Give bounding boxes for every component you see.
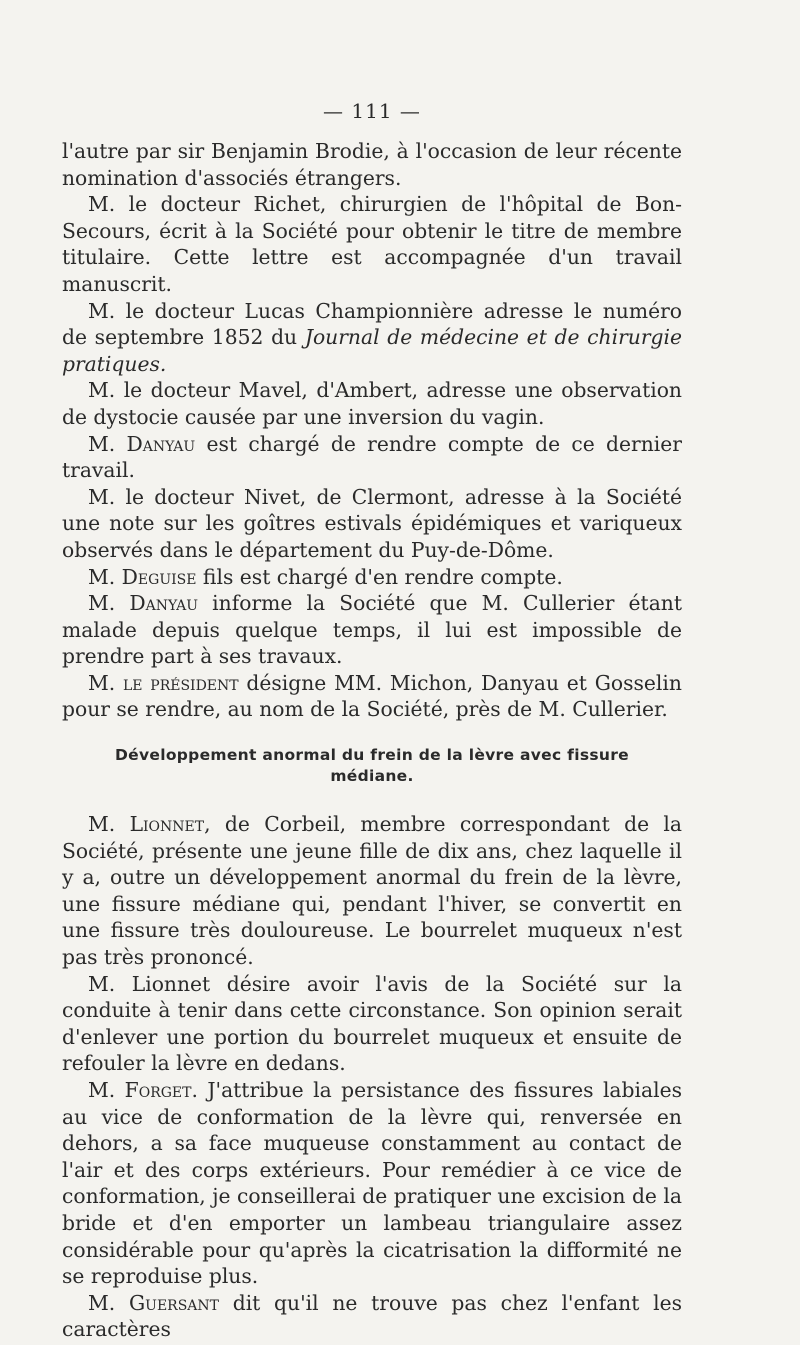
paragraph-championniere	[62, 298, 682, 378]
paragraph-danyau-charge	[62, 431, 682, 484]
paragraph-prefix: M.	[88, 564, 122, 589]
paragraph-text: est chargé de rendre compte de ce dernier travail.	[62, 431, 682, 483]
paragraph-lionnet-avis	[62, 971, 682, 1077]
paragraph-text: M. le docteur Richet, chirurgien de l'hôpital de Bon-Secours, écrit à la Société pour obtenir le titre de membre titulaire. Cette lettre est accompagnée d'un travail manuscrit.	[62, 192, 682, 296]
paragraph-richet	[62, 191, 682, 297]
person-name: Guersant	[128, 1290, 219, 1315]
page-number: — 111 —	[323, 99, 421, 123]
paragraph-text: fils est chargé d'en rendre compte.	[196, 564, 563, 589]
paragraph-text: M. le docteur Nivet, de Clermont, adresse à la Société une note sur les goîtres estivals épidémiques et variqueux observés dans le département du Puy-de-Dôme.	[62, 484, 682, 562]
paragraph-prefix: M.	[88, 1078, 125, 1102]
journal-title: Journal de médecine et de chirurgie pratiques.	[62, 325, 683, 376]
paragraph-forget	[62, 1077, 682, 1290]
person-name: Forget	[124, 1078, 192, 1102]
paragraph-text: désigne MM. Michon, Danyau et Gosselin pour se rendre, au nom de la Société, près de M. Cullerier.	[62, 670, 682, 722]
person-name: Danyau	[126, 431, 196, 456]
paragraph-text: . J'attribue la persistance des fissures labiales au vice de conformation de la lèvre qui, renversée en dehors, a sa face muqueuse constamment au contact de l'air et des corps extérieurs. Pour remédier à ce vice de conformation, je conseillerai de pratiquer une excision de la bride et d'en emporter un lambeau triangulaire assez considérable pour qu'après la cicatrisation la difformité ne se reproduise plus.	[62, 1078, 682, 1289]
paragraph-prefix: M.	[88, 591, 130, 616]
paragraph-text: l'autre par sir Benjamin Brodie, à l'occasion de leur récente nomination d'associés étrangers.	[62, 139, 682, 190]
person-name: Deguise	[121, 564, 197, 589]
paragraph-text: , de Corbeil, membre correspondant de la Société, présente une jeune fille de dix ans, chez laquelle il y a, outre un développement anormal du frein de la lèvre, une fissure médiane qui, pendant l'hiver, se convertit en une fissure très douloureuse. Le bourrelet muqueux n'est pas très prononcé.	[62, 812, 683, 970]
paragraph-prefix: M.	[88, 1290, 129, 1315]
paragraph-text: informe la Société que M. Cullerier étant malade depuis quelque temps, il lui est impossible de prendre part à ses travaux.	[62, 591, 683, 669]
paragraph-text: M. le docteur Lucas Championnière adresse le numéro de septembre 1852 du	[62, 298, 682, 350]
section-heading: Développement anormal du frein de la lèvre avec fissure médiane.	[115, 746, 629, 786]
person-name: Lionnet	[129, 812, 205, 837]
paragraph-text: M. Lionnet désire avoir l'avis de la Société sur la conduite à tenir dans cette circonstance. Son opinion serait d'enlever une portion du bourrelet muqueux et ensuite de refouler la lèvre en dedans.	[62, 971, 682, 1076]
paragraph-nivet	[62, 484, 682, 564]
paragraph-prefix: M.	[88, 670, 123, 695]
paragraph-lionnet	[62, 811, 682, 971]
paragraph-mavel	[62, 377, 682, 430]
paragraph-guersant	[62, 1290, 682, 1343]
person-title: le président	[122, 670, 239, 695]
person-name: Danyau	[129, 591, 199, 616]
paragraph-prefix: M.	[88, 431, 127, 456]
paragraph-danyau-informe	[62, 590, 682, 670]
paragraph-text: dit qu'il ne trouve pas chez l'enfant les caractères	[62, 1290, 682, 1342]
paragraph-prefix: M.	[88, 812, 130, 837]
paragraph-continuation	[62, 138, 682, 191]
paragraph-deguise	[62, 564, 682, 591]
paragraph-president	[62, 670, 682, 723]
paragraph-text: M. le docteur Mavel, d'Ambert, adresse une observation de dystocie causée par une inversion du vagin.	[62, 378, 682, 429]
